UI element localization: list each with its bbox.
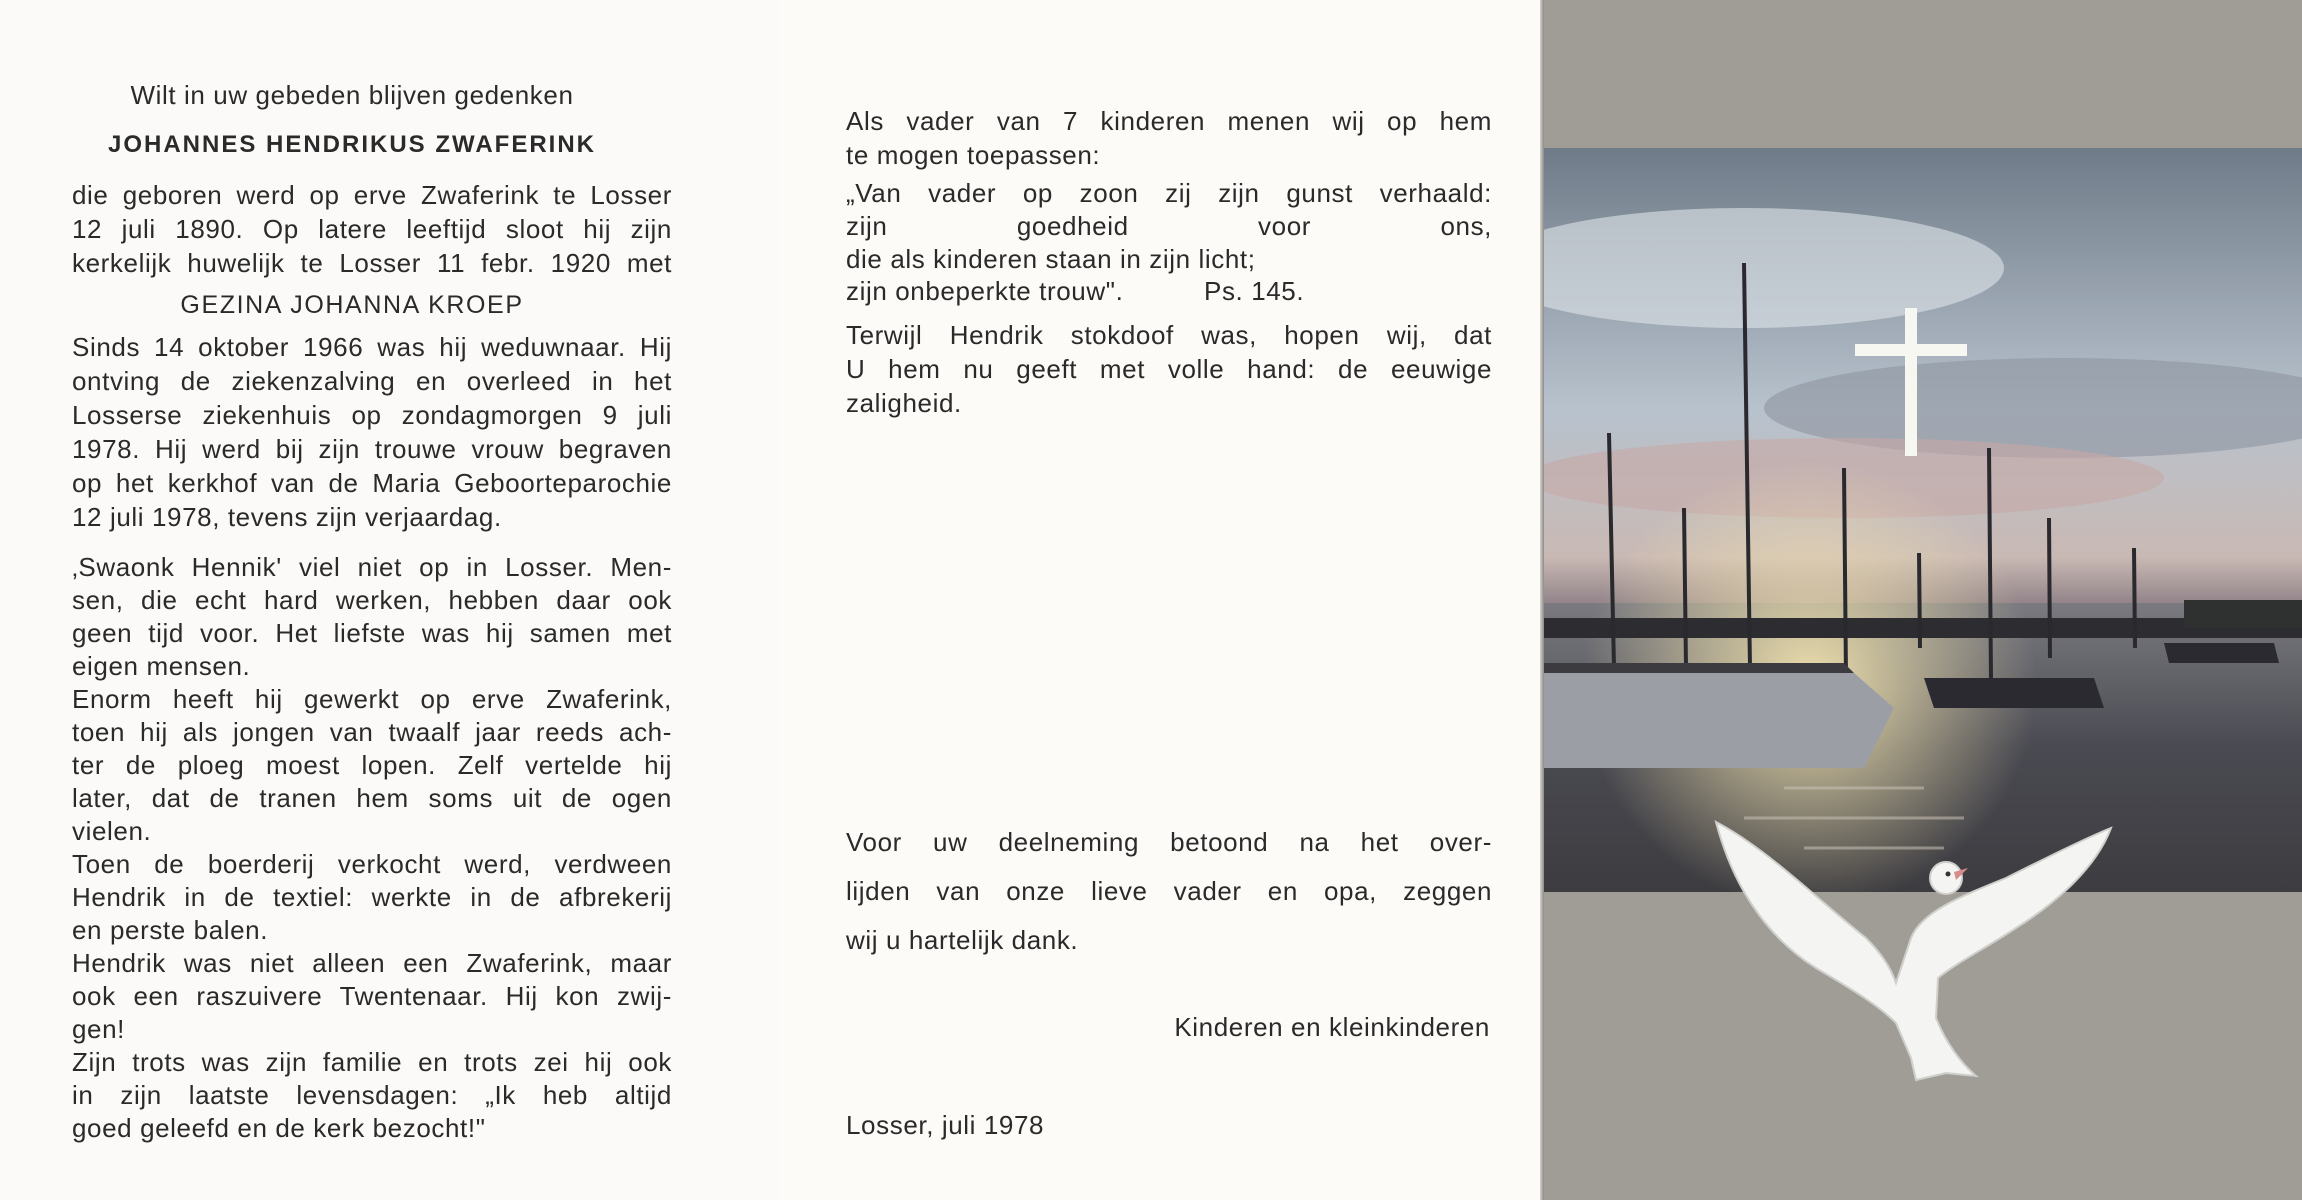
text-line: eigen mensen. [72, 651, 251, 681]
text-line: in zijn laatste levensdagen: „Ik heb altijd [72, 1080, 672, 1110]
text-line: toen hij als jongen van twaalf jaar reeds ach- [72, 717, 672, 747]
text-line: te mogen toepassen: [846, 140, 1101, 170]
text-line: Voor uw deelneming betoond na het over- [846, 827, 1492, 857]
text-line: op het kerkhof van de Maria Geboorteparochie [72, 468, 672, 498]
place-date: Losser, juli 1978 [846, 1110, 1045, 1140]
text-line: sen, die echt hard werken, hebben daar ook [72, 585, 672, 615]
text-line: en perste balen. [72, 915, 269, 945]
text-line: 12 juli 1978, tevens zijn verjaardag. [72, 502, 502, 532]
dove-icon [1706, 818, 2116, 1088]
text-line: goed geleefd en de kerk bezocht!" [72, 1113, 486, 1143]
text-line: Sinds 14 oktober 1966 was hij weduwnaar. Hij [72, 332, 672, 362]
text-line: Zijn trots was zijn familie en trots zei hij ook [72, 1047, 672, 1077]
text-line: Hendrik in de textiel: werkte in de afbrekerij [72, 882, 672, 912]
text-line: „Van vader op zoon zij zijn gunst verhaald: [846, 178, 1492, 208]
harbour-photo [1544, 148, 2302, 892]
text-line: zijn goedheid voor ons, [846, 211, 1492, 241]
text-line: 1978. Hij werd bij zijn trouwe vrouw begraven [72, 434, 672, 464]
text-line: ‚Swaonk Hennik' viel niet op in Losser. Men- [72, 552, 672, 582]
text-line: kerkelijk huwelijk te Losser 11 febr. 1920 met [72, 248, 672, 278]
text-line: gen! [72, 1014, 126, 1044]
cross-icon [1855, 308, 1967, 456]
text-line: ook een raszuivere Twentenaar. Hij kon zwij- [72, 981, 672, 1011]
spouse-name: GEZINA JOHANNA KROEP [180, 291, 524, 319]
text-line: geen tijd voor. Het liefste was hij samen met [72, 618, 672, 648]
text-line: die geboren werd op erve Zwaferink te Losser [72, 180, 672, 210]
text-line: zaligheid. [846, 388, 962, 418]
intro-line: Wilt in uw gebeden blijven gedenken [130, 80, 574, 110]
text-line: vielen. [72, 816, 152, 846]
psalm-reference: Ps. 145. [1204, 276, 1305, 306]
text-line: Als vader van 7 kinderen menen wij op hem [846, 106, 1492, 136]
text-line: Losserse ziekenhuis op zondagmorgen 9 juli [72, 400, 672, 430]
text-line: die als kinderen staan in zijn licht; [846, 244, 1256, 274]
text-line: Terwijl Hendrik stokdoof was, hopen wij, dat [846, 320, 1492, 350]
text-line: U hem nu geeft met volle hand: de eeuwige [846, 354, 1492, 384]
psalm-last-line: zijn onbeperkte trouw". [846, 276, 1124, 306]
middle-panel [780, 0, 1542, 1200]
text-line: later, dat de tranen hem soms uit de ogen [72, 783, 672, 813]
text-line: wij u hartelijk dank. [846, 925, 1079, 955]
text-line: lijden van onze lieve vader en opa, zeggen [846, 876, 1492, 906]
text-line: ontving de ziekenzalving en overleed in het [72, 366, 672, 396]
text-line: Enorm heeft hij gewerkt op erve Zwaferink, [72, 684, 672, 714]
text-line: Toen de boerderij verkocht werd, verdween [72, 849, 672, 879]
signature: Kinderen en kleinkinderen [1174, 1012, 1490, 1042]
left-panel [0, 0, 780, 1200]
text-line: Hendrik was niet alleen een Zwaferink, maar [72, 948, 672, 978]
text-line: 12 juli 1890. Op latere leeftijd sloot hij zijn [72, 214, 672, 244]
deceased-name: JOHANNES HENDRIKUS ZWAFERINK [107, 131, 597, 158]
text-line: ter de ploeg moest lopen. Zelf vertelde hij [72, 750, 672, 780]
